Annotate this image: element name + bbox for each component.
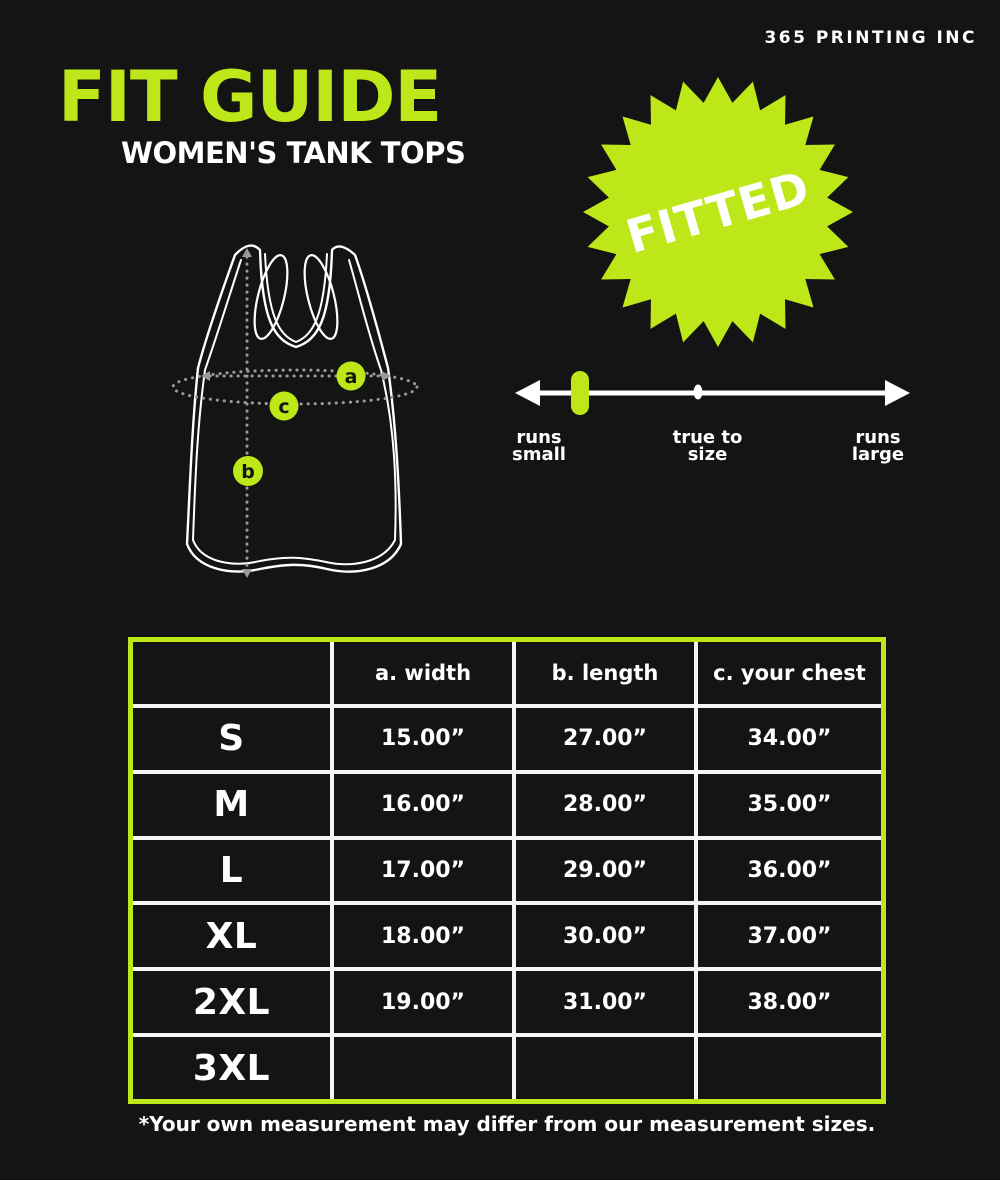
value-xl-chest: 37.00” [698,905,881,967]
length-arrow-up-icon [242,248,252,257]
fit-scale-slider [571,371,589,415]
racerback-right-cutout [298,252,344,342]
tank-top-diagram [150,235,450,595]
value-3xl-chest [698,1037,881,1099]
arrow-right-icon [885,380,910,406]
scale-label-true-to-size: true to size [672,427,743,465]
value-m-width: 16.00” [334,774,512,836]
value-2xl-chest: 38.00” [698,971,881,1033]
value-xl-width: 18.00” [334,905,512,967]
table-header-chest: c. your chest [698,642,881,704]
svg-text:c: c [278,396,290,418]
value-m-chest: 35.00” [698,774,881,836]
value-l-chest: 36.00” [698,840,881,902]
page-subtitle: WOMEN'S TANK TOPS [121,136,466,170]
badge-label: FITTED [620,160,816,264]
svg-text:b: b [241,461,255,483]
table-header-cell [133,642,330,704]
svg-text:a: a [344,366,358,388]
value-s-width: 15.00” [334,708,512,770]
value-l-length: 29.00” [516,840,694,902]
value-2xl-width: 19.00” [334,971,512,1033]
fit-scale [500,355,920,475]
size-label-s: S [133,708,330,770]
value-xl-length: 30.00” [516,905,694,967]
marker-c [270,392,299,421]
size-label-m: M [133,774,330,836]
value-2xl-length: 31.00” [516,971,694,1033]
marker-a [337,362,366,391]
length-arrow-down-icon [242,569,252,578]
racerback-left-cutout [248,252,294,342]
value-l-width: 17.00” [334,840,512,902]
size-label-l: L [133,840,330,902]
scale-label-runs-large: runs large [851,427,905,465]
value-3xl-width [334,1037,512,1099]
scale-label-runs-small: runs small [512,427,566,465]
table-header-width: a. width [334,642,512,704]
value-s-length: 27.00” [516,708,694,770]
page-title: FIT GUIDE [58,56,442,138]
brand-name: 365 PRINTING INC [764,28,977,48]
marker-b [233,456,263,486]
value-s-chest: 34.00” [698,708,881,770]
size-label-2xl: 2XL [133,971,330,1033]
size-table [128,637,886,1104]
value-m-length: 28.00” [516,774,694,836]
true-to-size-tick [694,385,703,400]
arrow-left-icon [515,380,540,406]
value-3xl-length [516,1037,694,1099]
size-label-xl: XL [133,905,330,967]
size-label-3xl: 3XL [133,1037,330,1099]
fitted-badge [583,77,853,347]
table-header-length: b. length [516,642,694,704]
footnote: *Your own measurement may differ from our measurement sizes. [138,1112,876,1136]
